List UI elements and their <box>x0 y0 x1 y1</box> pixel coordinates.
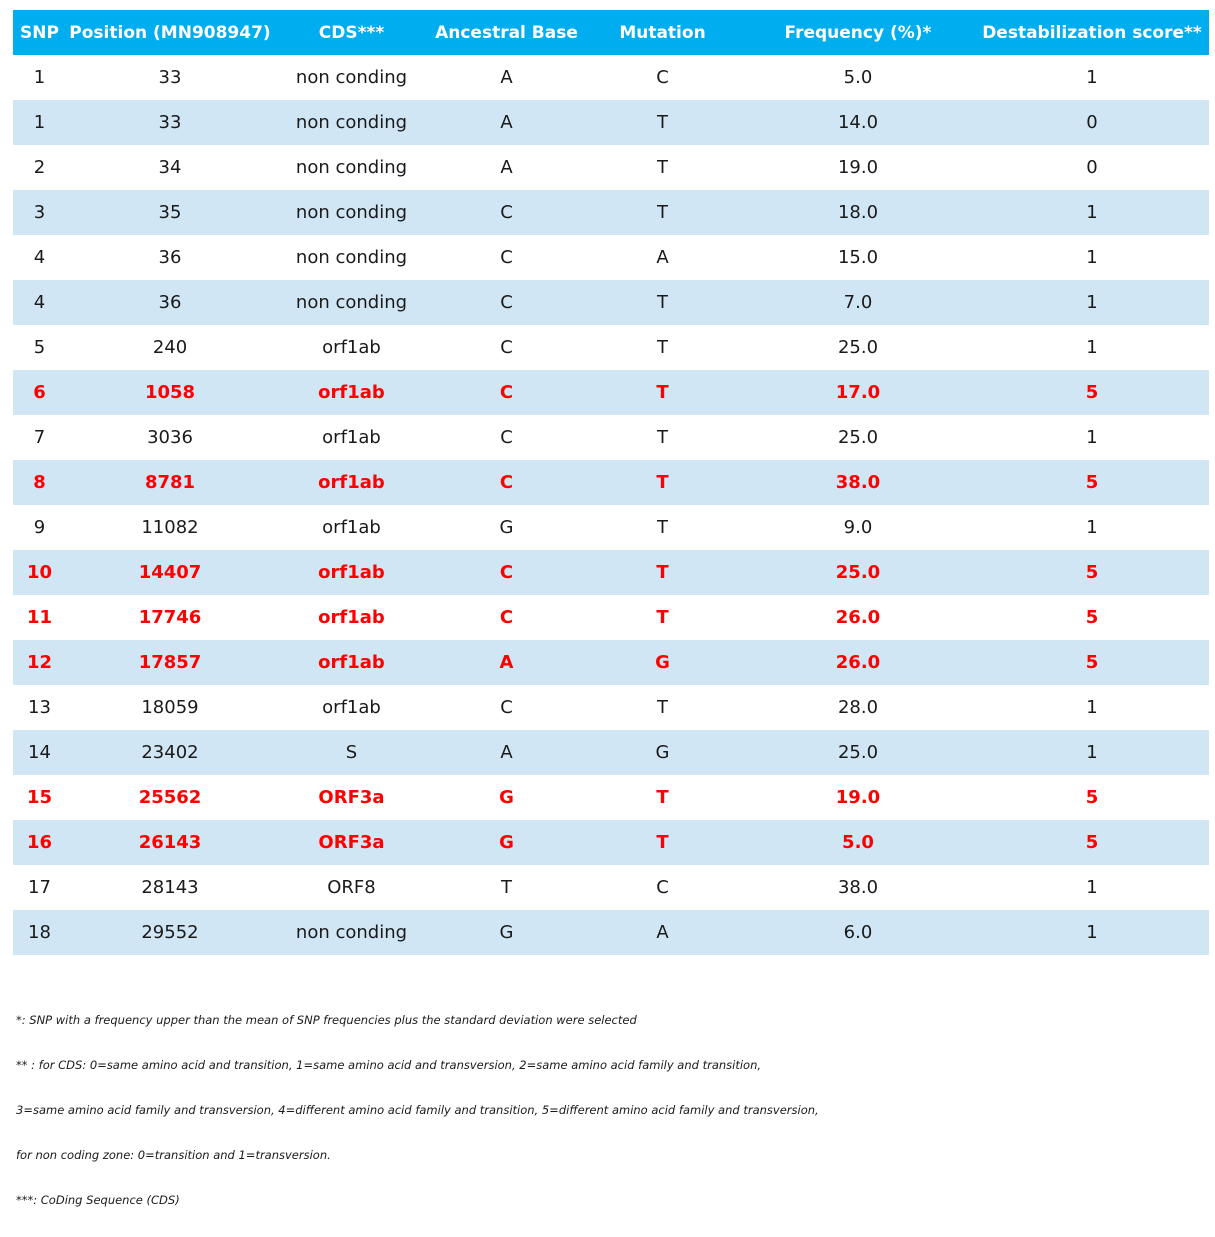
cell-destabilization-score: 5 <box>1085 472 1099 493</box>
footnote-line: for non coding zone: 0=transition and 1=transversion. <box>16 1148 331 1162</box>
cell-ancestral-base: G <box>499 832 514 853</box>
cell-ancestral-base: A <box>500 742 513 763</box>
cell-cds: orf1ab <box>322 697 381 718</box>
table-header <box>13 10 1209 55</box>
cell-destabilization-score: 1 <box>1086 697 1098 718</box>
cell-frequency: 38.0 <box>835 472 881 493</box>
cell-snp: 1 <box>33 112 46 133</box>
cell-cds: orf1ab <box>318 382 385 403</box>
cell-destabilization-score: 1 <box>1086 742 1098 763</box>
cell-frequency: 26.0 <box>835 607 881 628</box>
cell-destabilization-score: 0 <box>1086 112 1098 133</box>
cell-frequency: 19.0 <box>837 157 879 178</box>
cell-cds: ORF8 <box>327 877 376 898</box>
cell-destabilization-score: 1 <box>1086 202 1098 223</box>
table-row <box>13 595 1209 640</box>
cell-destabilization-score: 1 <box>1086 427 1098 448</box>
cell-ancestral-base: A <box>500 67 513 88</box>
cell-position: 33 <box>158 112 182 133</box>
cell-mutation: T <box>656 832 669 853</box>
footnote-line: *: SNP with a frequency upper than the mean of SNP frequencies plus the standard deviation were selected <box>16 1013 637 1027</box>
header-frequency: Frequency (%)* <box>784 22 932 43</box>
cell-position: 25562 <box>138 787 202 808</box>
cell-snp: 9 <box>33 517 46 538</box>
cell-ancestral-base: A <box>499 652 514 673</box>
table-row <box>13 280 1209 325</box>
cell-position: 36 <box>158 292 182 313</box>
cell-mutation: T <box>657 517 668 538</box>
cell-mutation: T <box>656 787 669 808</box>
cell-position: 23402 <box>141 742 199 763</box>
cell-position: 11082 <box>141 517 199 538</box>
cell-ancestral-base: C <box>500 247 513 268</box>
cell-mutation: T <box>657 292 668 313</box>
cell-snp: 10 <box>26 562 53 583</box>
cell-cds: non conding <box>295 247 408 268</box>
cell-ancestral-base: T <box>501 877 512 898</box>
cell-position: 36 <box>158 247 182 268</box>
table-row <box>13 325 1209 370</box>
header-ancestral-base: Ancestral Base <box>435 22 578 43</box>
cell-frequency: 25.0 <box>835 562 881 583</box>
cell-position: 8781 <box>144 472 196 493</box>
table-row <box>13 100 1209 145</box>
cell-position: 3036 <box>147 427 193 448</box>
table-row <box>13 190 1209 235</box>
cell-ancestral-base: G <box>499 922 514 943</box>
header-position: Position (MN908947) <box>69 22 271 43</box>
cell-mutation: A <box>656 247 669 268</box>
cell-cds: non conding <box>295 112 408 133</box>
cell-frequency: 19.0 <box>835 787 881 808</box>
cell-snp: 11 <box>26 607 53 628</box>
header-mutation: Mutation <box>619 22 706 43</box>
cell-frequency: 5.0 <box>842 832 874 853</box>
snp-table-container <box>13 10 1209 955</box>
cell-destabilization-score: 1 <box>1086 247 1098 268</box>
cell-frequency: 38.0 <box>837 877 879 898</box>
cell-frequency: 15.0 <box>837 247 879 268</box>
cell-mutation: A <box>656 922 669 943</box>
cell-cds: non conding <box>295 292 408 313</box>
cell-cds: non conding <box>295 157 408 178</box>
footnote-line: ** : for CDS: 0=same amino acid and transition, 1=same amino acid and transversion, 2=same amino acid family and transition, <box>16 1058 762 1072</box>
cell-snp: 17 <box>28 877 51 898</box>
cell-cds: S <box>345 742 358 763</box>
cell-destabilization-score: 1 <box>1086 67 1098 88</box>
cell-frequency: 5.0 <box>843 67 873 88</box>
cell-snp: 12 <box>26 652 53 673</box>
cell-cds: ORF3a <box>318 787 385 808</box>
cell-mutation: T <box>656 562 669 583</box>
cell-destabilization-score: 1 <box>1086 292 1098 313</box>
cell-position: 28143 <box>141 877 199 898</box>
cell-ancestral-base: A <box>500 157 513 178</box>
cell-frequency: 18.0 <box>837 202 879 223</box>
cell-mutation: T <box>656 607 669 628</box>
cell-snp: 4 <box>33 247 46 268</box>
cell-cds: orf1ab <box>322 517 381 538</box>
table-row <box>13 685 1209 730</box>
cell-frequency: 7.0 <box>843 292 873 313</box>
cell-destabilization-score: 5 <box>1085 562 1099 583</box>
cell-frequency: 28.0 <box>837 697 879 718</box>
table-row <box>13 505 1209 550</box>
cell-destabilization-score: 1 <box>1086 337 1098 358</box>
cell-mutation: C <box>656 877 669 898</box>
cell-cds: orf1ab <box>322 337 381 358</box>
cell-cds: orf1ab <box>318 472 385 493</box>
cell-cds: orf1ab <box>318 607 385 628</box>
cell-position: 14407 <box>138 562 202 583</box>
cell-cds: non conding <box>295 67 408 88</box>
cell-frequency: 17.0 <box>835 382 881 403</box>
cell-frequency: 14.0 <box>837 112 879 133</box>
cell-cds: orf1ab <box>318 562 385 583</box>
cell-mutation: T <box>657 157 668 178</box>
cell-position: 29552 <box>141 922 199 943</box>
cell-frequency: 25.0 <box>837 427 879 448</box>
header-snp: SNP <box>20 22 59 43</box>
cell-mutation: T <box>656 472 669 493</box>
cell-position: 17746 <box>138 607 202 628</box>
table-row <box>13 865 1209 910</box>
cell-cds: non conding <box>295 202 408 223</box>
header-cds: CDS*** <box>318 22 385 43</box>
cell-ancestral-base: C <box>499 472 514 493</box>
cell-snp: 3 <box>33 202 46 223</box>
table-row <box>13 640 1209 685</box>
cell-ancestral-base: C <box>499 382 514 403</box>
cell-snp: 4 <box>33 292 46 313</box>
cell-destabilization-score: 1 <box>1086 922 1098 943</box>
table-row <box>13 730 1209 775</box>
cell-snp: 14 <box>28 742 51 763</box>
cell-ancestral-base: C <box>500 697 513 718</box>
cell-ancestral-base: A <box>500 112 513 133</box>
cell-destabilization-score: 1 <box>1086 517 1098 538</box>
cell-cds: orf1ab <box>322 427 381 448</box>
cell-destabilization-score: 1 <box>1086 877 1098 898</box>
cell-position: 33 <box>158 67 182 88</box>
table-row <box>13 55 1209 100</box>
cell-mutation: T <box>657 697 668 718</box>
table-body <box>13 55 1209 955</box>
footnote-line: 3=same amino acid family and transversion, 4=different amino acid family and transition, 5=different amino acid family and transversion, <box>16 1103 819 1117</box>
cell-frequency: 6.0 <box>843 922 873 943</box>
footnotes <box>16 1012 1196 1237</box>
cell-snp: 8 <box>33 472 46 493</box>
cell-cds: non conding <box>295 922 408 943</box>
cell-position: 17857 <box>138 652 202 673</box>
cell-snp: 1 <box>33 67 46 88</box>
cell-mutation: C <box>656 67 669 88</box>
header-row <box>13 10 1209 55</box>
cell-frequency: 26.0 <box>835 652 881 673</box>
cell-destabilization-score: 5 <box>1085 607 1099 628</box>
table-row <box>13 415 1209 460</box>
cell-ancestral-base: C <box>500 292 513 313</box>
table-row <box>13 775 1209 820</box>
cell-ancestral-base: C <box>500 427 513 448</box>
cell-ancestral-base: C <box>499 562 514 583</box>
cell-position: 1058 <box>144 382 196 403</box>
cell-mutation: T <box>657 427 668 448</box>
cell-snp: 7 <box>33 427 46 448</box>
table-row <box>13 145 1209 190</box>
header-destabilization-score: Destabilization score** <box>982 22 1202 43</box>
cell-position: 34 <box>158 157 182 178</box>
cell-destabilization-score: 5 <box>1085 652 1099 673</box>
table-row <box>13 910 1209 955</box>
cell-snp: 13 <box>28 697 51 718</box>
cell-snp: 15 <box>26 787 53 808</box>
cell-snp: 2 <box>33 157 46 178</box>
cell-mutation: T <box>657 202 668 223</box>
cell-destabilization-score: 0 <box>1086 157 1098 178</box>
cell-snp: 6 <box>33 382 46 403</box>
cell-frequency: 9.0 <box>843 517 873 538</box>
footnote-line: ***: CoDing Sequence (CDS) <box>16 1193 180 1207</box>
cell-destabilization-score: 5 <box>1085 832 1099 853</box>
cell-mutation: G <box>655 742 670 763</box>
cell-ancestral-base: C <box>499 607 514 628</box>
table-row <box>13 370 1209 415</box>
table-row <box>13 235 1209 280</box>
cell-ancestral-base: G <box>499 517 514 538</box>
cell-cds: orf1ab <box>318 652 385 673</box>
snp-table <box>13 10 1209 955</box>
cell-frequency: 25.0 <box>837 742 879 763</box>
cell-destabilization-score: 5 <box>1085 787 1099 808</box>
cell-snp: 18 <box>28 922 51 943</box>
cell-cds: ORF3a <box>318 832 385 853</box>
cell-ancestral-base: C <box>500 337 513 358</box>
cell-destabilization-score: 5 <box>1085 382 1099 403</box>
cell-snp: 5 <box>33 337 46 358</box>
table-row <box>13 550 1209 595</box>
cell-snp: 16 <box>26 832 53 853</box>
cell-position: 18059 <box>141 697 199 718</box>
cell-ancestral-base: G <box>499 787 514 808</box>
cell-mutation: T <box>656 382 669 403</box>
cell-frequency: 25.0 <box>837 337 879 358</box>
cell-ancestral-base: C <box>500 202 513 223</box>
cell-mutation: T <box>657 112 668 133</box>
table-row <box>13 460 1209 505</box>
cell-mutation: T <box>657 337 668 358</box>
cell-position: 26143 <box>138 832 202 853</box>
table-row <box>13 820 1209 865</box>
cell-mutation: G <box>655 652 670 673</box>
cell-position: 35 <box>158 202 182 223</box>
cell-position: 240 <box>152 337 188 358</box>
